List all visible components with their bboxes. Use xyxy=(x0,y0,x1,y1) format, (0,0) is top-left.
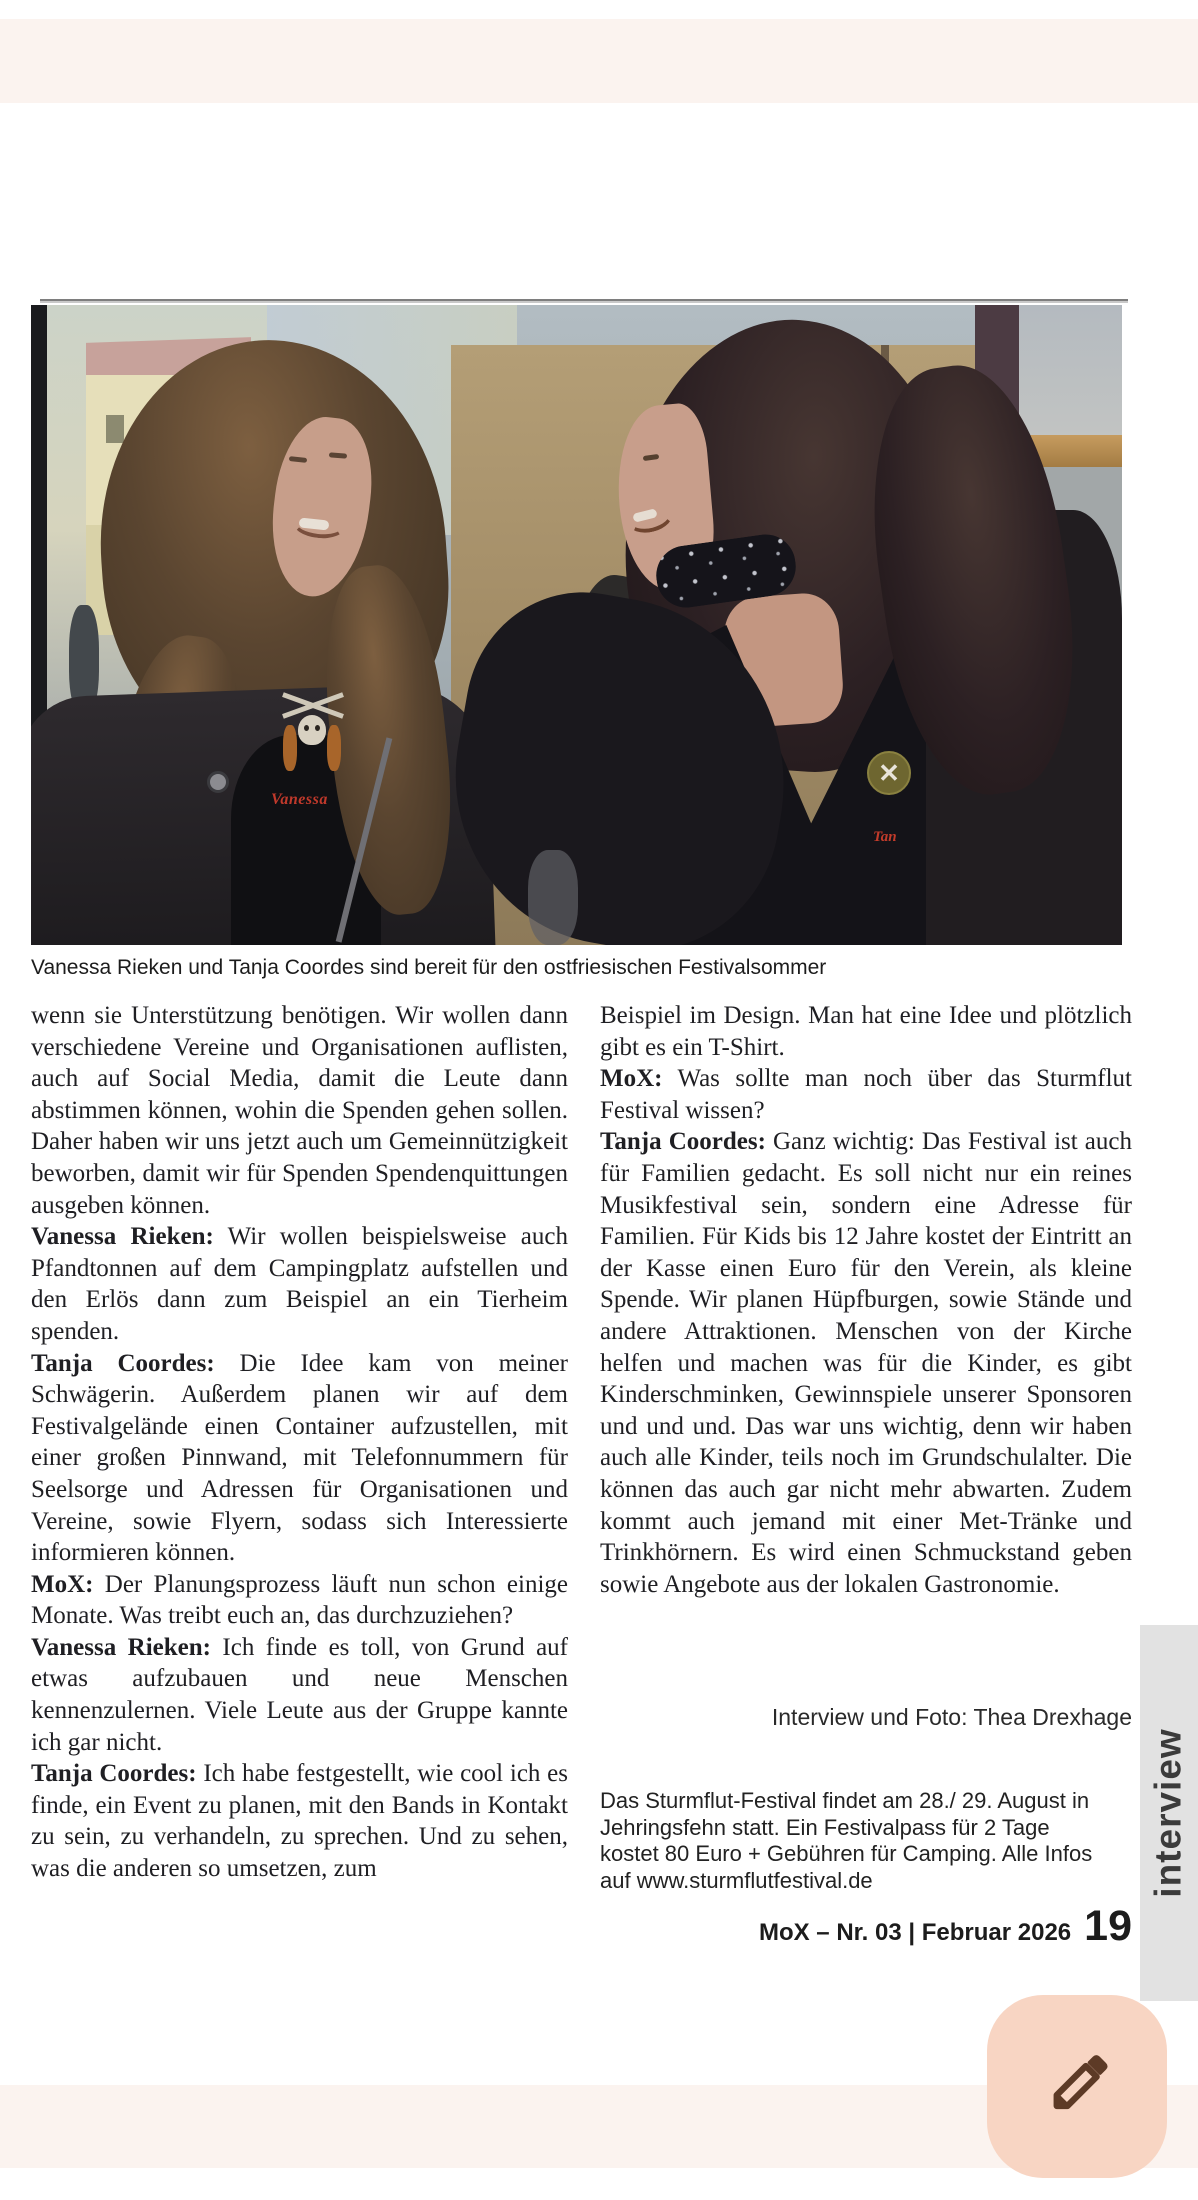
tshirt-logo-hair xyxy=(283,725,297,771)
article-column-left xyxy=(31,1000,568,1885)
speaker-name: Vanessa Rieken: xyxy=(31,1223,214,1251)
photo-top-rule xyxy=(40,299,1128,303)
credit-line: Interview und Foto: Thea Drexhage xyxy=(771,1704,1132,1730)
right-shirt-name-label: Tan xyxy=(873,829,897,845)
paragraph: Tanja Coordes: Ich habe festgestellt, wie cool ich es finde, ein Event zu planen, mit den Bands in Kontakt zu sein, zu verhandeln, zu sprechen. Und zu sehen, was die anderen so umsetzen, zum xyxy=(31,1760,568,1883)
page-number: 19 xyxy=(1084,1902,1132,1950)
paragraph: Tanja Coordes: Die Idee kam von meiner Schwägerin. Außerdem planen wir auf dem Festivalgelände einen Container aufzustellen, mit einer großen Pinnwand, mit Telefonnummern für Seelsorge und Adressen für Organisationen und Vereine, sowie Flyern, sodass sich Interessierte informieren können. xyxy=(31,1349,568,1567)
edit-button[interactable] xyxy=(987,1995,1167,2178)
paragraph: Vanessa Rieken: Wir wollen beispielsweise auch Pfandtonnen auf dem Campingplatz aufstellen und den Erlös dann zum Beispiel an ein Tierheim spenden. xyxy=(31,1223,568,1345)
paragraph: MoX: Was sollte man noch über das Sturmflut Festival wissen? xyxy=(600,1065,1132,1124)
pencil-icon xyxy=(1039,2047,1115,2126)
speaker-name: MoX: xyxy=(600,1065,663,1093)
speaker-name: Vanessa Rieken: xyxy=(31,1633,211,1661)
paragraph: Tanja Coordes: Ganz wichtig: Das Festival ist auch für Familien gedacht. Es soll nicht nur ein reines Musikfestival sein, sondern eine Adresse für Familien. Für Kids bis 12 Jahre kostet der Eintritt an der Kasse einen Euro für den Verein, als kleine Spende. Wir planen Hüpfburgen, sowie Stände und andere Attraktionen. Menschen von der Kirche helfen und machen was für die Kinder, es gibt Kinderschminken, Gewinnspiele unserer Sponsoren und und und. Das war uns wichtig, denn wir haben auch alle Kinder, teils noch im Grundschulalter. Die können das auch gar nicht mehr abwarten. Zudem kommt auch jemand mit einer Met-Tränke und Trinkhörnern. Es wird einen Schmuckstand geben sowie Angebote aus der lokalen Gastronomie. xyxy=(600,1128,1132,1598)
issue-label: MoX – Nr. 03 | Februar 2026 xyxy=(758,1919,1072,1946)
photo-right-glass xyxy=(1019,305,1122,440)
paragraph: Vanessa Rieken: Ich finde es toll, von Grund auf etwas aufzubauen und neue Menschen kennenzulernen. Viele Leute aus der Gruppe kannte ich gar nicht. xyxy=(31,1633,569,1756)
photo-caption: Vanessa Rieken und Tanja Coordes sind bereit für den ostfriesischen Festivalsommer xyxy=(31,956,827,979)
speaker-name: Tanja Coordes: xyxy=(31,1760,197,1788)
tshirt-skull-logo xyxy=(298,715,326,745)
right-shirt-logo-patch: ✕ xyxy=(867,751,911,795)
festival-info-box: Das Sturmflut-Festival findet am 28./ 29. August in Jehringsfehn statt. Ein Festivalpass für 2 Tage kostet 80 Euro + Gebühren für Camping. Alle Infos auf www.sturmflutfestival.de xyxy=(600,1788,1093,1893)
section-tab-interview xyxy=(1140,1625,1198,2001)
paragraph: Beispiel im Design. Man hat eine Idee und plötzlich gibt es ein T-Shirt. xyxy=(600,1002,1132,1061)
left-shirt-name-label: Vanessa xyxy=(271,791,328,808)
article-photo xyxy=(31,305,1122,945)
speaker-name: Tanja Coordes: xyxy=(600,1128,766,1156)
article-column-right xyxy=(600,1000,1132,1600)
section-tab-label: interview xyxy=(1148,1728,1189,1898)
left-woman-jacket-grommet xyxy=(207,771,229,793)
paragraph: MoX: Der Planungsprozess läuft nun schon einige Monate. Was treibt euch an, das durchzuziehen? xyxy=(31,1570,568,1630)
tshirt-skull-eyes xyxy=(304,725,309,731)
photo-background-gap xyxy=(528,850,578,945)
speaker-name: MoX: xyxy=(31,1570,94,1598)
page-footer xyxy=(600,1902,1132,1951)
paragraph: wenn sie Unterstützung benötigen. Wir wollen dann verschiedene Vereine und Organisationen auflisten, auch auf Social Media, damit die Leute dann abstimmen können, wohin die Spenden gehen sollen. Daher haben wir uns jetzt auch um Gemeinnützigkeit beworben, damit wir für Spenden Spendenquittungen ausgeben können. xyxy=(31,1002,568,1219)
speaker-name: Tanja Coordes: xyxy=(31,1349,215,1377)
tshirt-logo-hair xyxy=(327,725,341,771)
top-tint-band xyxy=(0,19,1198,103)
photo-reflected-windows xyxy=(106,415,124,443)
